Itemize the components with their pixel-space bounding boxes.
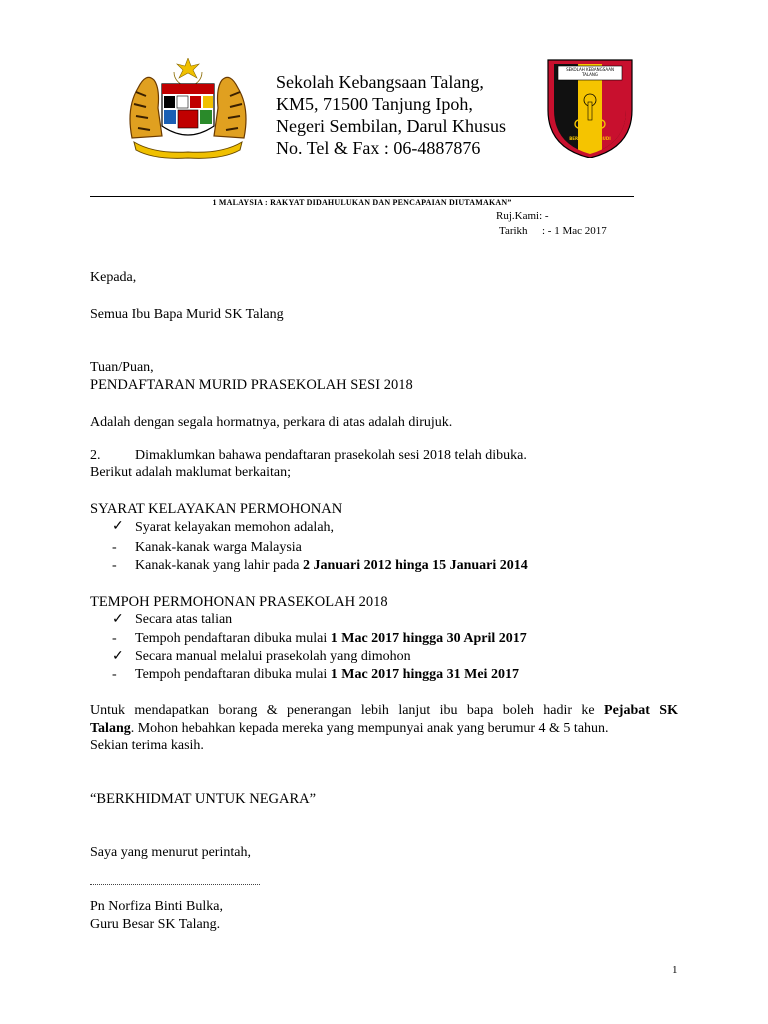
closing-line-2-text: . Mohon hebahkan kepada mereka yang mempunyai anak yang berumur 4 & 5 tahun. <box>130 721 609 736</box>
school-address-line2: Negeri Sembilan, Darul Khusus <box>276 116 506 136</box>
dash-marker: - <box>112 631 117 646</box>
closing-office-2: Talang <box>90 721 131 736</box>
malaysia-coat-of-arms-icon <box>124 58 252 160</box>
school-crest-bottom-text: BERILMU BERBUDI <box>569 136 611 141</box>
tempoh-item-4 <box>135 667 519 683</box>
dash-marker: - <box>112 540 117 555</box>
school-name: Sekolah Kebangsaan Talang, <box>276 72 484 92</box>
signature-line <box>90 884 260 885</box>
header-rule <box>90 196 634 197</box>
paragraph-2-text: Dimaklumkan bahawa pendaftaran prasekolah sesi 2018 telah dibuka. <box>135 448 527 463</box>
saya-yang-menurut: Saya yang menurut perintah, <box>90 845 251 860</box>
letter-subject: PENDAFTARAN MURID PRASEKOLAH SESI 2018 <box>90 377 413 393</box>
tarikh-value: : - 1 Mac 2017 <box>542 225 607 237</box>
paragraph-2-number: 2. <box>90 448 101 463</box>
tempoh-item-4-text: Tempoh pendaftaran dibuka mulai <box>135 667 331 682</box>
tempoh-heading: TEMPOH PERMOHONAN PRASEKOLAH 2018 <box>90 594 388 610</box>
tempoh-item-4-dates: 1 Mac 2017 hingga 31 Mei 2017 <box>330 667 519 682</box>
tempoh-item-2-text: Tempoh pendaftaran dibuka mulai <box>135 631 331 646</box>
signer-name: Pn Norfiza Binti Bulka, <box>90 899 223 914</box>
closing-line-1 <box>90 703 678 719</box>
page-number: 1 <box>672 964 678 976</box>
syarat-item-3-dates: 2 Januari 2012 hinga 15 Januari 2014 <box>302 558 528 573</box>
dash-marker: - <box>112 558 117 573</box>
tempoh-item-2 <box>135 631 527 647</box>
check-icon: ✓ <box>112 649 124 664</box>
syarat-item-3 <box>135 558 528 574</box>
signer-title: Guru Besar SK Talang. <box>90 917 221 932</box>
syarat-item-3-text: Kanak-kanak yang lahir pada <box>135 558 303 573</box>
dash-marker: - <box>112 667 117 682</box>
ruj-kami: Ruj.Kami: - <box>496 210 549 222</box>
salutation: Tuan/Puan, <box>90 360 154 375</box>
check-icon: ✓ <box>112 519 124 534</box>
paragraph-1: Adalah dengan segala hormatnya, perkara di atas adalah dirujuk. <box>90 415 453 430</box>
syarat-item-1: Syarat kelayakan memohon adalah, <box>135 520 335 535</box>
closing-office-1: Pejabat SK <box>604 703 678 718</box>
school-crest-text: SEKOLAH KEBANGSAAN TALANG <box>566 67 614 77</box>
school-phone: No. Tel & Fax : 06-4887876 <box>276 138 481 158</box>
kepada: Kepada, <box>90 270 137 285</box>
tempoh-item-2-dates: 1 Mac 2017 hingga 30 April 2017 <box>330 631 527 646</box>
closing-line-2 <box>90 721 609 737</box>
school-address-line1: KM5, 71500 Tanjung Ipoh, <box>276 94 473 114</box>
check-icon: ✓ <box>112 612 124 627</box>
tarikh-label: Tarikh <box>499 225 528 237</box>
paragraph-2-continuation: Berikut adalah maklumat berkaitan; <box>90 465 291 480</box>
national-motto: 1 MALAYSIA : RAKYAT DIDAHULUKAN DAN PENCAPAIAN DIUTAMAKAN” <box>212 198 512 207</box>
syarat-heading: SYARAT KELAYAKAN PERMOHONAN <box>90 501 343 517</box>
syarat-item-2: Kanak-kanak warga Malaysia <box>135 540 302 555</box>
school-crest <box>544 58 636 158</box>
recipient: Semua Ibu Bapa Murid SK Talang <box>90 307 284 322</box>
tempoh-item-1: Secara atas talian <box>135 612 233 627</box>
closing-line-1-text: Untuk mendapatkan borang & penerangan lebih lanjut ibu bapa boleh hadir ke <box>90 703 605 718</box>
closing-line-3: Sekian terima kasih. <box>90 738 204 753</box>
tempoh-item-3: Secara manual melalui prasekolah yang dimohon <box>135 649 411 664</box>
slogan: “BERKHIDMAT UNTUK NEGARA” <box>90 791 317 807</box>
